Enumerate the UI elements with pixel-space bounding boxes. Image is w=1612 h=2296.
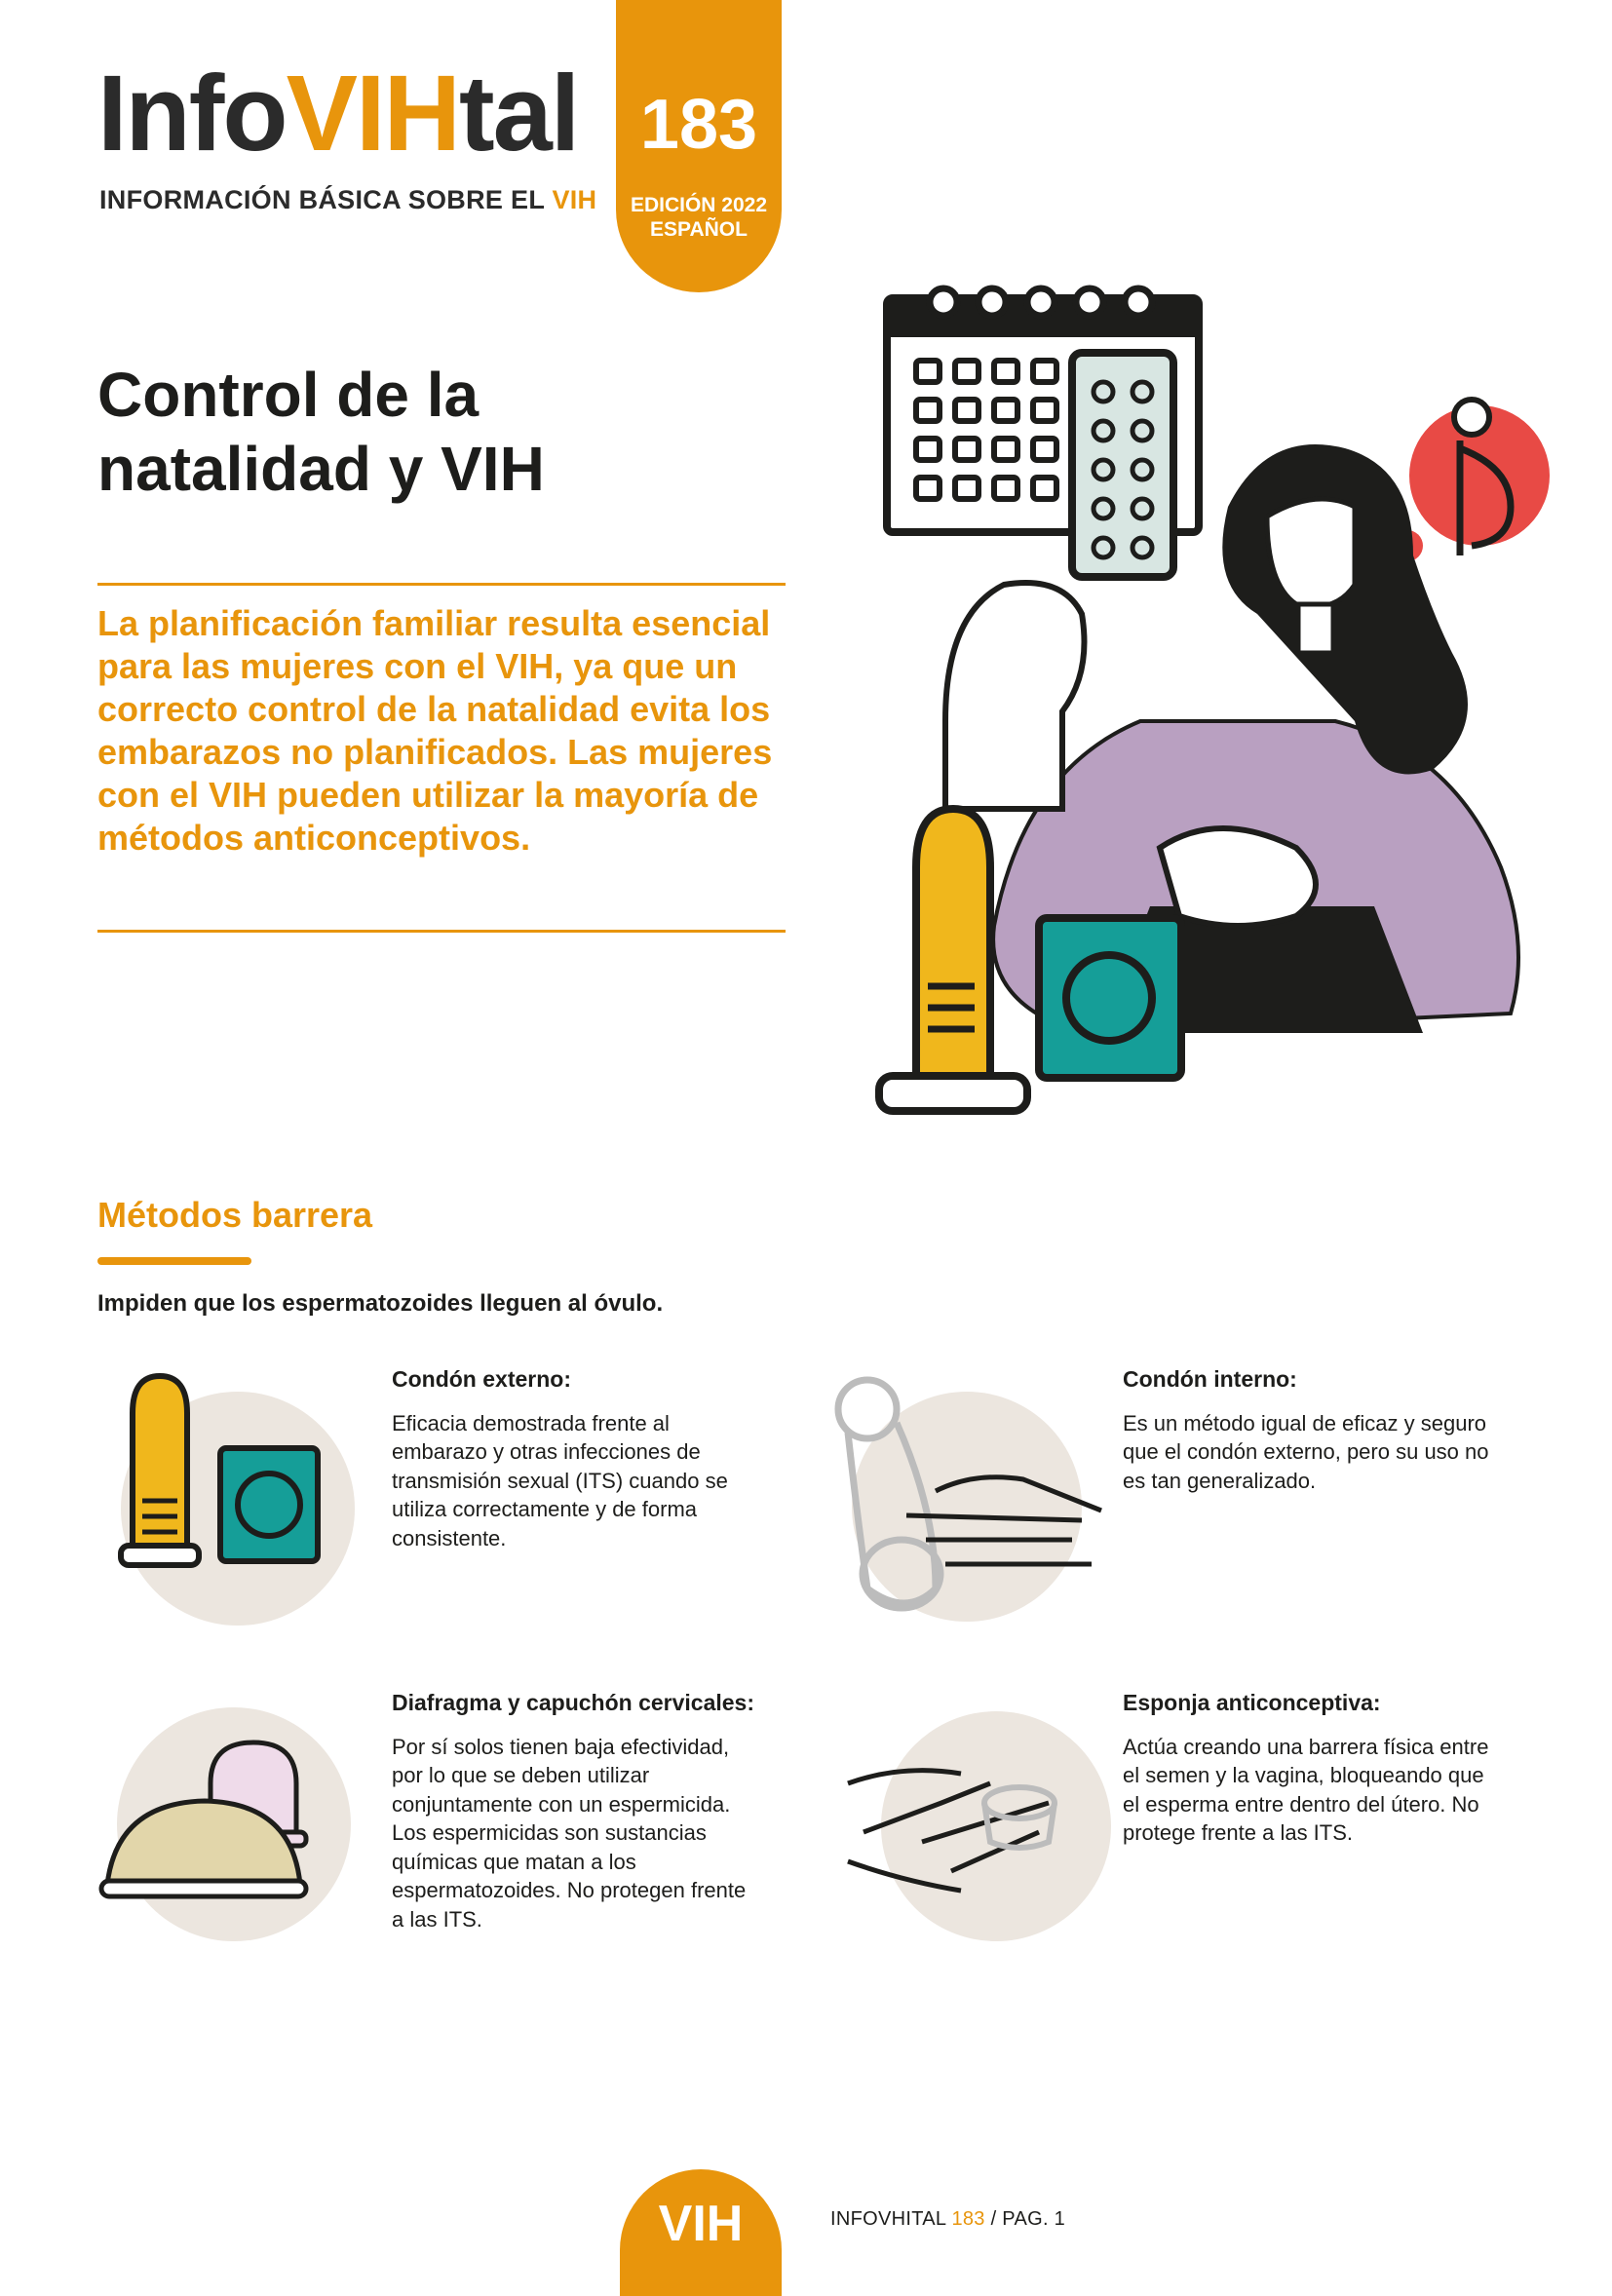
hero-illustration [828, 263, 1569, 1199]
item-external-condom-title: Condón externo: [392, 1366, 571, 1392]
page-title-line1: Control de la [97, 360, 480, 430]
item-diaphragm-title: Diafragma y capuchón cervicales: [392, 1690, 754, 1715]
item-sponge-title: Esponja anticonceptiva: [1123, 1690, 1381, 1715]
page-title-line2: natalidad y VIH [97, 433, 545, 504]
section-title: Métodos barrera [97, 1195, 373, 1235]
item-external-condom-text: Eficacia demostrada frente al embarazo y otras infecciones de transmisión sexual (ITS) cuando se utiliza correctamente y de forma consistente. [392, 1411, 728, 1550]
item-diaphragm-text: Por sí solos tienen baja efectividad, por lo que se deben utilizar conjuntamente con un espermicida. Los espermicidas son sustancias químicas que matan a los espermatozoides. No protegen frente a las ITS. [392, 1735, 747, 1932]
item-sponge-text: Actúa creando una barrera física entre el semen y la vagina, bloqueando que el esperma entre dentro del útero. No protege frente a las ITS. [1123, 1735, 1489, 1846]
diaphragm-icon [97, 1715, 331, 1910]
page-title [97, 359, 799, 506]
section-subtitle: Impiden que los espermatozoides lleguen al óvulo. [97, 1290, 664, 1317]
footer-page-label [830, 2208, 1065, 2231]
item-internal-condom-title: Condón interno: [1123, 1366, 1297, 1392]
edition-label: EDICIÓN 2022 [630, 194, 768, 216]
logo-subtitle-main: INFORMACIÓN BÁSICA SOBRE EL [99, 185, 545, 214]
section-underline [97, 1257, 251, 1265]
footer-label: INFOVHITAL [830, 2208, 946, 2230]
pill-pack-icon [1072, 353, 1173, 577]
sponge-icon [844, 1744, 1078, 1910]
intro-top-divider [97, 583, 786, 586]
intro-bottom-divider [97, 930, 786, 933]
logo-subtitle [99, 185, 596, 215]
logo-subtitle-accent: VIH [552, 185, 597, 214]
external-condom-icon [117, 1364, 370, 1579]
brand-logo [97, 54, 579, 173]
logo-vih: VIH [286, 54, 459, 173]
footer-logo-tab [620, 2169, 782, 2296]
footer-page-number: / PAG. 1 [990, 2208, 1066, 2230]
language-label: ESPAÑOL [650, 218, 748, 242]
internal-condom-icon [828, 1364, 1121, 1618]
footer-logo: VIH [658, 2196, 744, 2252]
intro-paragraph: La planificación familiar resulta esencial para las mujeres con el VIH, ya que un correcto control de la natalidad evita los embarazos no planificados. Las mujeres con el VIH pueden utilizar la mayoría de métodos anticonceptivos. [97, 603, 773, 858]
logo-info: Info [97, 54, 287, 173]
footer-issue: 183 [951, 2208, 985, 2230]
item-internal-condom-text: Es un método igual de eficaz y seguro que el condón externo, pero su uso no es tan generalizado. [1123, 1411, 1489, 1493]
condom-pack-icon [1039, 918, 1181, 1078]
logo-tal: tal [458, 54, 579, 173]
issue-number: 183 [639, 86, 758, 164]
issue-badge [616, 0, 782, 292]
